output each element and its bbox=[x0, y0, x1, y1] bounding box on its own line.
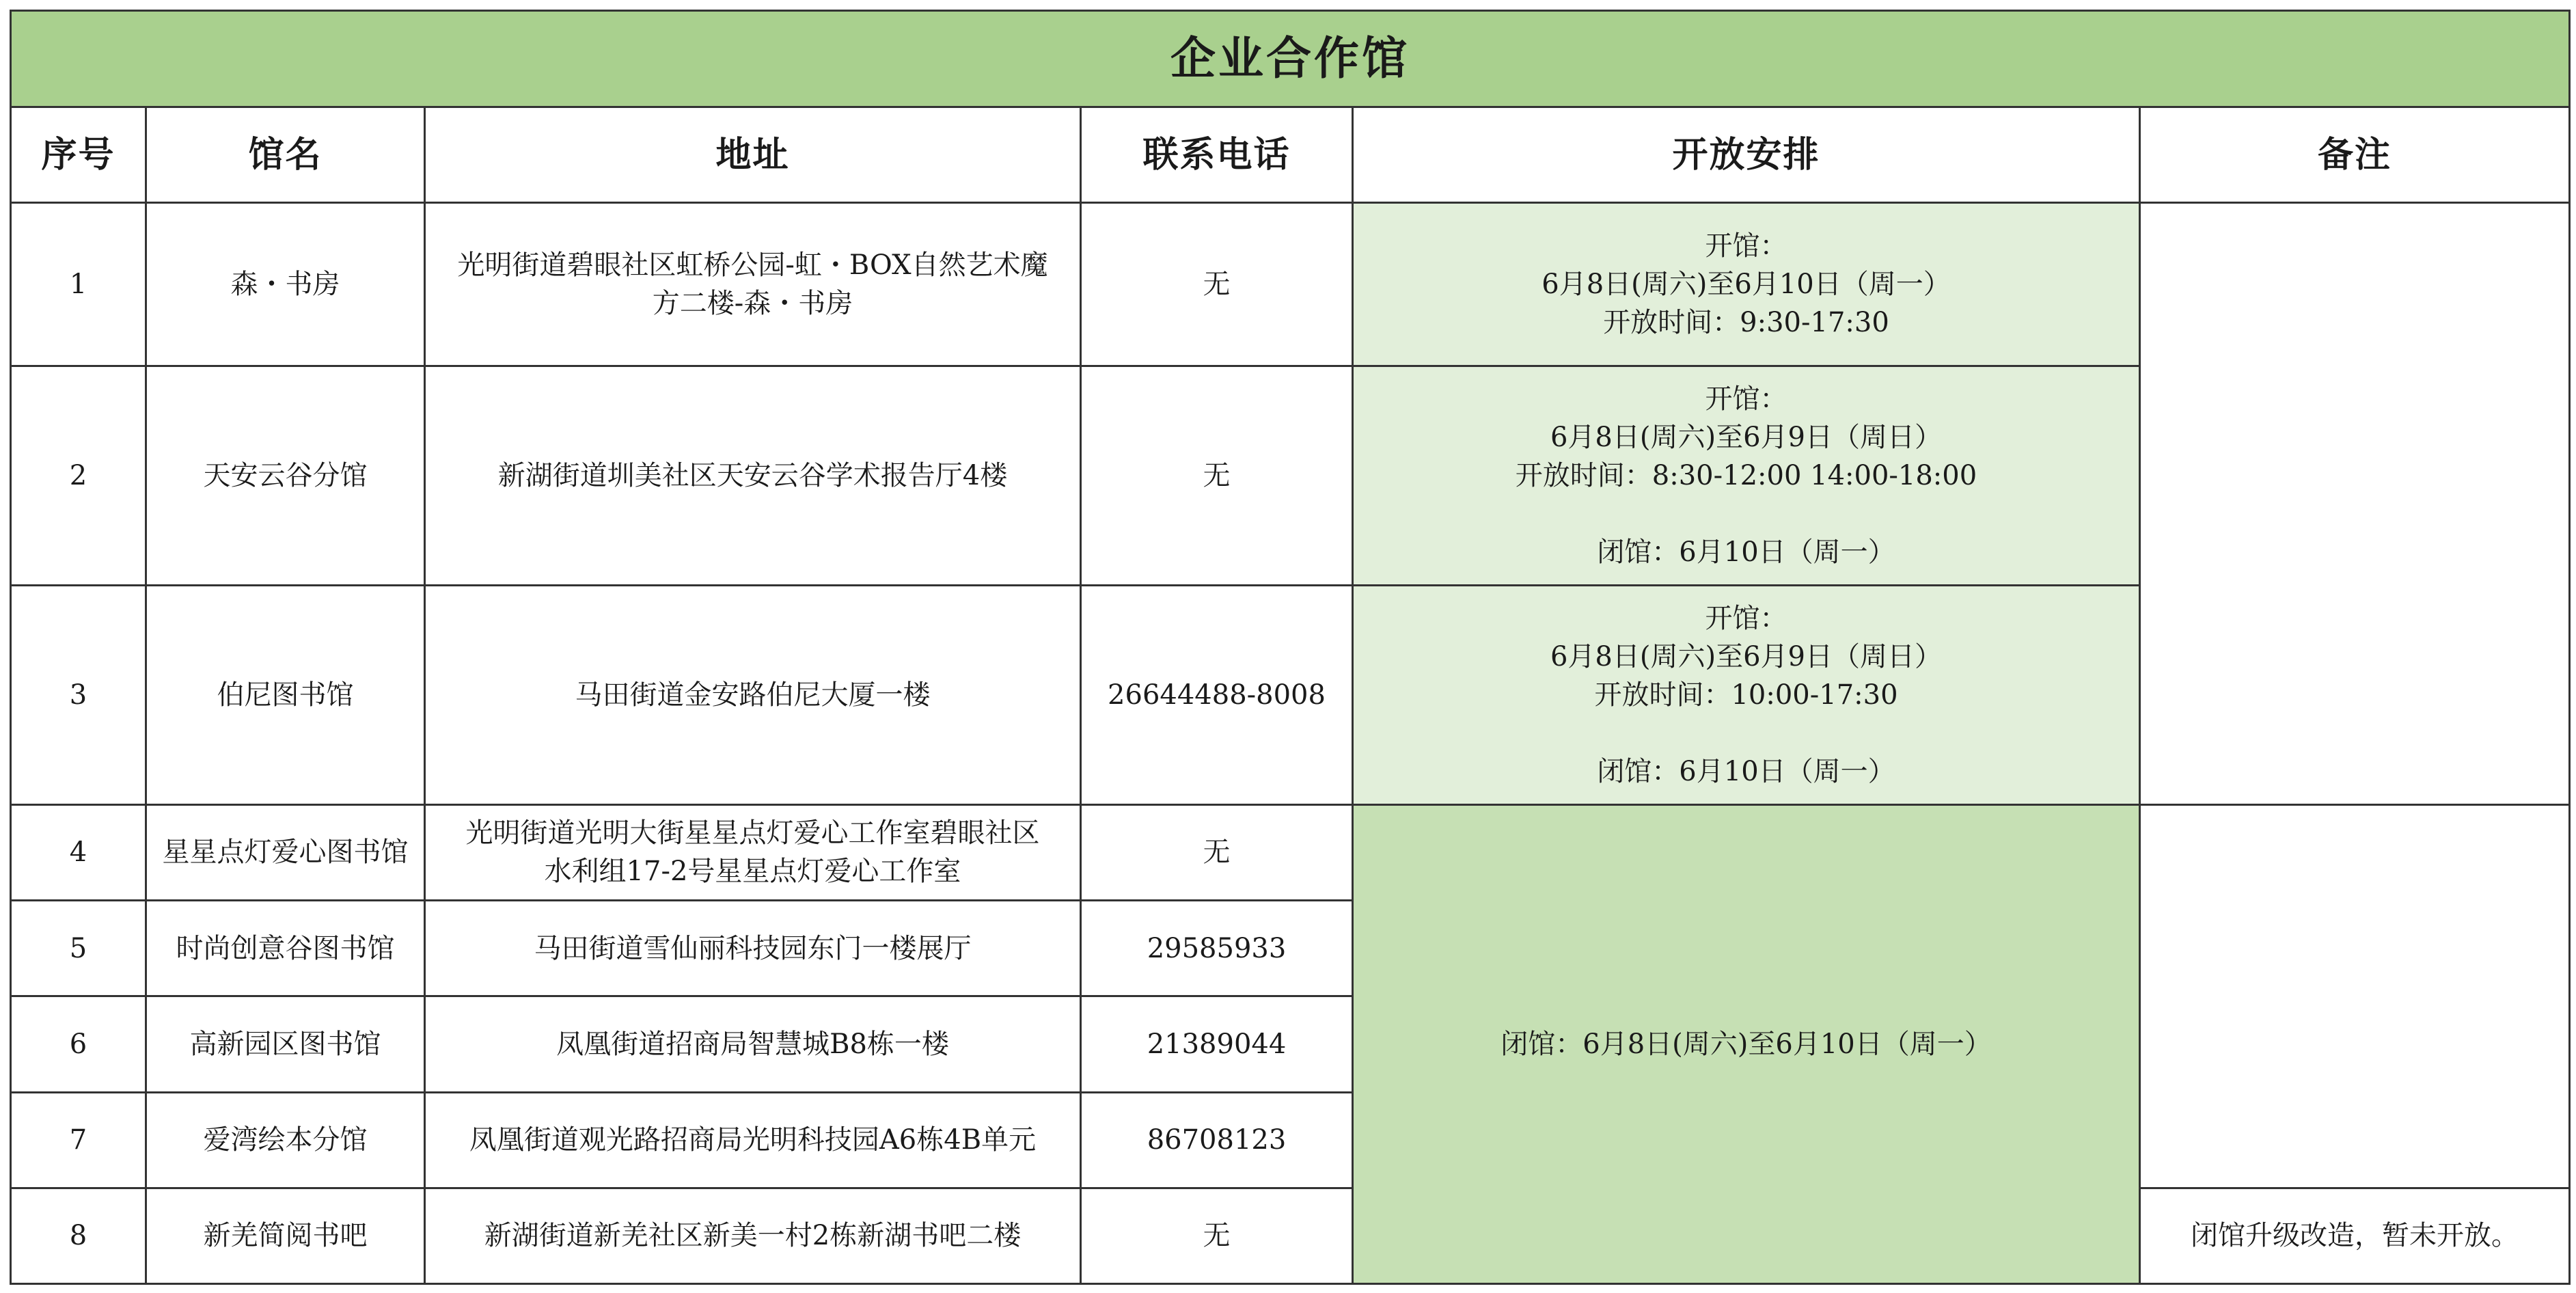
table-row bbox=[11, 203, 2570, 366]
library-name: 森・书房 bbox=[146, 203, 425, 366]
library-address: 光明街道碧眼社区虹桥公园-虹・BOX自然艺术魔 方二楼-森・书房 bbox=[425, 203, 1081, 366]
schedule-cell: 开馆： 6月8日(周六)至6月9日（周日） 开放时间：10:00-17:30 闭馆：6月10日（周一） bbox=[1353, 586, 2140, 805]
note-cell bbox=[2140, 203, 2570, 804]
library-table bbox=[10, 10, 2571, 1285]
row-index: 2 bbox=[11, 366, 146, 586]
row-index: 8 bbox=[11, 1188, 146, 1283]
title-row bbox=[11, 11, 2570, 107]
library-address: 凤凰街道招商局智慧城B8栋一楼 bbox=[425, 996, 1081, 1092]
library-name: 时尚创意谷图书馆 bbox=[146, 901, 425, 996]
schedule-cell: 开馆： 6月8日(周六)至6月9日（周日） 开放时间：8:30-12:00 14:00-18:00 闭馆：6月10日（周一） bbox=[1353, 366, 2140, 586]
row-index: 6 bbox=[11, 996, 146, 1092]
library-address: 光明街道光明大街星星点灯爱心工作室碧眼社区 水利组17-2号星星点灯爱心工作室 bbox=[425, 804, 1081, 900]
header-name: 馆名 bbox=[146, 107, 425, 203]
library-name: 伯尼图书馆 bbox=[146, 586, 425, 805]
header-schedule: 开放安排 bbox=[1353, 107, 2140, 203]
library-phone: 无 bbox=[1081, 1188, 1353, 1283]
header-address: 地址 bbox=[425, 107, 1081, 203]
schedule-cell: 开馆： 6月8日(周六)至6月10日（周一） 开放时间：9:30-17:30 bbox=[1353, 203, 2140, 366]
library-name: 天安云谷分馆 bbox=[146, 366, 425, 586]
library-phone: 无 bbox=[1081, 366, 1353, 586]
header-note: 备注 bbox=[2140, 107, 2570, 203]
row-index: 5 bbox=[11, 901, 146, 996]
library-name: 高新园区图书馆 bbox=[146, 996, 425, 1092]
library-address: 凤凰街道观光路招商局光明科技园A6栋4B单元 bbox=[425, 1092, 1081, 1188]
header-row bbox=[11, 107, 2570, 203]
library-address: 新湖街道新羌社区新美一村2栋新湖书吧二楼 bbox=[425, 1188, 1081, 1283]
library-name: 新羌简阅书吧 bbox=[146, 1188, 425, 1283]
library-phone: 26644488-8008 bbox=[1081, 586, 1353, 805]
library-phone: 无 bbox=[1081, 203, 1353, 366]
library-address: 马田街道金安路伯尼大厦一楼 bbox=[425, 586, 1081, 805]
schedule-cell-closed: 闭馆：6月8日(周六)至6月10日（周一） bbox=[1353, 804, 2140, 1283]
library-address: 马田街道雪仙丽科技园东门一楼展厅 bbox=[425, 901, 1081, 996]
library-phone: 无 bbox=[1081, 804, 1353, 900]
note-cell bbox=[2140, 804, 2570, 1188]
row-index: 3 bbox=[11, 586, 146, 805]
library-phone: 29585933 bbox=[1081, 901, 1353, 996]
table-row bbox=[11, 804, 2570, 900]
row-index: 1 bbox=[11, 203, 146, 366]
library-address: 新湖街道圳美社区天安云谷学术报告厅4楼 bbox=[425, 366, 1081, 586]
row-index: 7 bbox=[11, 1092, 146, 1188]
library-name: 爱湾绘本分馆 bbox=[146, 1092, 425, 1188]
library-phone: 21389044 bbox=[1081, 996, 1353, 1092]
header-phone: 联系电话 bbox=[1081, 107, 1353, 203]
library-phone: 86708123 bbox=[1081, 1092, 1353, 1188]
library-name: 星星点灯爱心图书馆 bbox=[146, 804, 425, 900]
table-row bbox=[11, 1188, 2570, 1283]
table-title: 企业合作馆 bbox=[11, 11, 2570, 107]
row-index: 4 bbox=[11, 804, 146, 900]
note-cell: 闭馆升级改造，暂未开放。 bbox=[2140, 1188, 2570, 1283]
header-index: 序号 bbox=[11, 107, 146, 203]
